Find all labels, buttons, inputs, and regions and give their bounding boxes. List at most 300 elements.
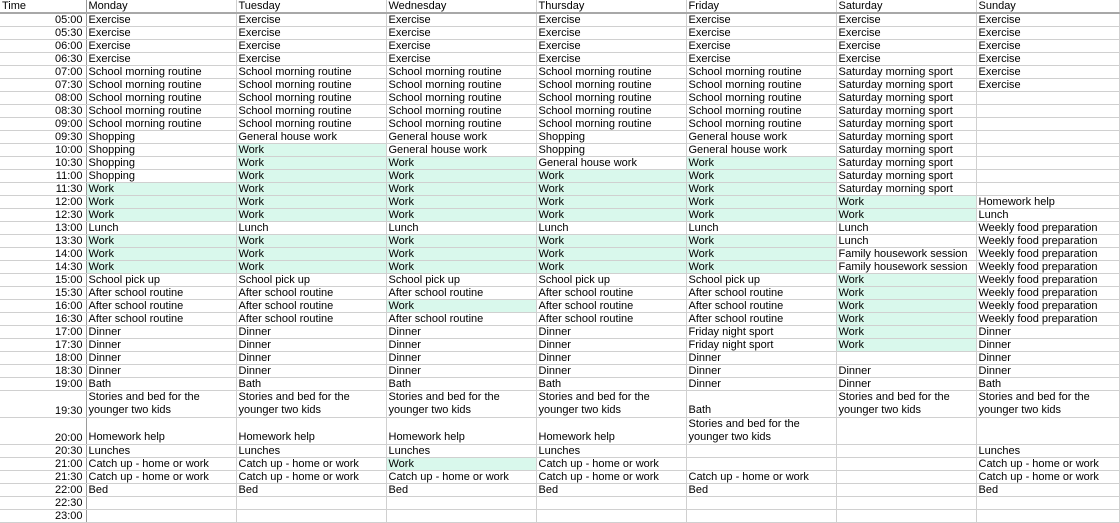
cell-monday[interactable] <box>86 300 236 313</box>
column-header-wednesday[interactable]: Wednesday <box>386 0 536 13</box>
cell-sunday[interactable] <box>976 13 1119 27</box>
cell-monday[interactable] <box>86 66 236 79</box>
cell-monday[interactable] <box>86 313 236 326</box>
time-cell[interactable]: 14:00 <box>0 248 86 261</box>
cell-friday[interactable] <box>686 313 836 326</box>
cell-saturday[interactable] <box>836 365 976 378</box>
cell-sunday[interactable] <box>976 300 1119 313</box>
time-cell[interactable]: 18:30 <box>0 365 86 378</box>
cell-tuesday[interactable] <box>236 27 386 40</box>
cell-friday[interactable] <box>686 326 836 339</box>
cell-thursday[interactable] <box>536 300 686 313</box>
cell-tuesday[interactable] <box>236 326 386 339</box>
cell-tuesday[interactable] <box>236 144 386 157</box>
time-cell[interactable]: 16:30 <box>0 313 86 326</box>
cell-wednesday[interactable] <box>386 92 536 105</box>
cell-saturday[interactable] <box>836 497 976 510</box>
cell-friday[interactable] <box>686 287 836 300</box>
time-cell[interactable]: 10:30 <box>0 157 86 170</box>
cell-sunday[interactable] <box>976 66 1119 79</box>
cell-thursday[interactable] <box>536 287 686 300</box>
cell-wednesday[interactable] <box>386 157 536 170</box>
cell-saturday[interactable] <box>836 378 976 391</box>
cell-thursday[interactable] <box>536 157 686 170</box>
cell-friday[interactable] <box>686 365 836 378</box>
cell-wednesday[interactable] <box>386 183 536 196</box>
cell-thursday[interactable] <box>536 196 686 209</box>
cell-saturday[interactable] <box>836 144 976 157</box>
cell-saturday[interactable] <box>836 170 976 183</box>
cell-tuesday[interactable] <box>236 391 386 418</box>
time-cell[interactable]: 18:00 <box>0 352 86 365</box>
cell-saturday[interactable] <box>836 118 976 131</box>
cell-sunday[interactable] <box>976 261 1119 274</box>
cell-monday[interactable] <box>86 196 236 209</box>
cell-wednesday[interactable] <box>386 445 536 458</box>
cell-monday[interactable] <box>86 222 236 235</box>
cell-tuesday[interactable] <box>236 313 386 326</box>
cell-wednesday[interactable] <box>386 170 536 183</box>
cell-sunday[interactable] <box>976 471 1119 484</box>
time-cell[interactable]: 09:30 <box>0 131 86 144</box>
cell-tuesday[interactable] <box>236 287 386 300</box>
cell-saturday[interactable] <box>836 157 976 170</box>
cell-wednesday[interactable] <box>386 418 536 445</box>
cell-saturday[interactable] <box>836 40 976 53</box>
cell-thursday[interactable] <box>536 66 686 79</box>
cell-friday[interactable] <box>686 222 836 235</box>
cell-tuesday[interactable] <box>236 497 386 510</box>
cell-sunday[interactable] <box>976 445 1119 458</box>
cell-sunday[interactable] <box>976 79 1119 92</box>
cell-monday[interactable] <box>86 105 236 118</box>
cell-wednesday[interactable] <box>386 144 536 157</box>
cell-friday[interactable] <box>686 248 836 261</box>
cell-friday[interactable] <box>686 170 836 183</box>
cell-friday[interactable] <box>686 235 836 248</box>
cell-tuesday[interactable] <box>236 157 386 170</box>
time-cell[interactable]: 20:00 <box>0 418 86 445</box>
cell-wednesday[interactable] <box>386 105 536 118</box>
column-header-time[interactable]: Time <box>0 0 86 13</box>
column-header-sunday[interactable]: Sunday <box>976 0 1119 13</box>
cell-saturday[interactable] <box>836 183 976 196</box>
cell-monday[interactable] <box>86 365 236 378</box>
cell-tuesday[interactable] <box>236 378 386 391</box>
cell-tuesday[interactable] <box>236 222 386 235</box>
time-cell[interactable]: 21:00 <box>0 458 86 471</box>
cell-saturday[interactable] <box>836 326 976 339</box>
time-cell[interactable]: 13:30 <box>0 235 86 248</box>
cell-friday[interactable] <box>686 27 836 40</box>
cell-saturday[interactable] <box>836 196 976 209</box>
cell-friday[interactable] <box>686 418 836 445</box>
cell-tuesday[interactable] <box>236 274 386 287</box>
cell-monday[interactable] <box>86 183 236 196</box>
cell-sunday[interactable] <box>976 458 1119 471</box>
cell-sunday[interactable] <box>976 209 1119 222</box>
cell-saturday[interactable] <box>836 418 976 445</box>
time-cell[interactable]: 06:00 <box>0 40 86 53</box>
cell-thursday[interactable] <box>536 222 686 235</box>
cell-friday[interactable] <box>686 458 836 471</box>
cell-saturday[interactable] <box>836 53 976 66</box>
cell-sunday[interactable] <box>976 40 1119 53</box>
cell-wednesday[interactable] <box>386 471 536 484</box>
cell-thursday[interactable] <box>536 365 686 378</box>
time-cell[interactable]: 07:00 <box>0 66 86 79</box>
cell-tuesday[interactable] <box>236 196 386 209</box>
cell-saturday[interactable] <box>836 209 976 222</box>
cell-monday[interactable] <box>86 235 236 248</box>
cell-monday[interactable] <box>86 144 236 157</box>
time-cell[interactable]: 12:00 <box>0 196 86 209</box>
time-cell[interactable]: 11:30 <box>0 183 86 196</box>
cell-saturday[interactable] <box>836 222 976 235</box>
cell-tuesday[interactable] <box>236 248 386 261</box>
cell-monday[interactable] <box>86 418 236 445</box>
cell-friday[interactable] <box>686 40 836 53</box>
cell-saturday[interactable] <box>836 274 976 287</box>
cell-wednesday[interactable] <box>386 326 536 339</box>
cell-sunday[interactable] <box>976 105 1119 118</box>
cell-saturday[interactable] <box>836 484 976 497</box>
cell-wednesday[interactable] <box>386 391 536 418</box>
cell-sunday[interactable] <box>976 157 1119 170</box>
cell-monday[interactable] <box>86 27 236 40</box>
cell-tuesday[interactable] <box>236 458 386 471</box>
cell-friday[interactable] <box>686 144 836 157</box>
cell-tuesday[interactable] <box>236 209 386 222</box>
cell-monday[interactable] <box>86 118 236 131</box>
cell-friday[interactable] <box>686 92 836 105</box>
cell-saturday[interactable] <box>836 300 976 313</box>
cell-monday[interactable] <box>86 157 236 170</box>
cell-thursday[interactable] <box>536 27 686 40</box>
cell-sunday[interactable] <box>976 484 1119 497</box>
cell-monday[interactable] <box>86 378 236 391</box>
cell-sunday[interactable] <box>976 53 1119 66</box>
cell-thursday[interactable] <box>536 105 686 118</box>
cell-monday[interactable] <box>86 40 236 53</box>
time-cell[interactable]: 07:30 <box>0 79 86 92</box>
cell-tuesday[interactable] <box>236 261 386 274</box>
cell-thursday[interactable] <box>536 274 686 287</box>
cell-thursday[interactable] <box>536 209 686 222</box>
cell-thursday[interactable] <box>536 352 686 365</box>
cell-sunday[interactable] <box>976 287 1119 300</box>
cell-friday[interactable] <box>686 352 836 365</box>
cell-monday[interactable] <box>86 326 236 339</box>
time-cell[interactable]: 17:00 <box>0 326 86 339</box>
cell-sunday[interactable] <box>976 497 1119 510</box>
cell-sunday[interactable] <box>976 131 1119 144</box>
cell-tuesday[interactable] <box>236 365 386 378</box>
cell-saturday[interactable] <box>836 313 976 326</box>
cell-monday[interactable] <box>86 458 236 471</box>
column-header-monday[interactable]: Monday <box>86 0 236 13</box>
cell-saturday[interactable] <box>836 471 976 484</box>
cell-sunday[interactable] <box>976 510 1119 523</box>
time-cell[interactable]: 12:30 <box>0 209 86 222</box>
cell-thursday[interactable] <box>536 13 686 27</box>
column-header-tuesday[interactable]: Tuesday <box>236 0 386 13</box>
cell-thursday[interactable] <box>536 248 686 261</box>
cell-saturday[interactable] <box>836 510 976 523</box>
cell-thursday[interactable] <box>536 378 686 391</box>
cell-monday[interactable] <box>86 53 236 66</box>
cell-saturday[interactable] <box>836 287 976 300</box>
cell-friday[interactable] <box>686 66 836 79</box>
cell-friday[interactable] <box>686 484 836 497</box>
cell-tuesday[interactable] <box>236 53 386 66</box>
cell-sunday[interactable] <box>976 313 1119 326</box>
cell-wednesday[interactable] <box>386 484 536 497</box>
cell-friday[interactable] <box>686 105 836 118</box>
cell-monday[interactable] <box>86 471 236 484</box>
cell-thursday[interactable] <box>536 391 686 418</box>
cell-wednesday[interactable] <box>386 248 536 261</box>
cell-monday[interactable] <box>86 352 236 365</box>
cell-sunday[interactable] <box>976 144 1119 157</box>
cell-thursday[interactable] <box>536 118 686 131</box>
time-cell[interactable]: 19:00 <box>0 378 86 391</box>
cell-tuesday[interactable] <box>236 339 386 352</box>
cell-thursday[interactable] <box>536 40 686 53</box>
time-cell[interactable]: 05:30 <box>0 27 86 40</box>
time-cell[interactable]: 08:30 <box>0 105 86 118</box>
cell-monday[interactable] <box>86 261 236 274</box>
cell-saturday[interactable] <box>836 105 976 118</box>
cell-sunday[interactable] <box>976 352 1119 365</box>
cell-saturday[interactable] <box>836 235 976 248</box>
cell-saturday[interactable] <box>836 79 976 92</box>
cell-saturday[interactable] <box>836 261 976 274</box>
cell-friday[interactable] <box>686 53 836 66</box>
cell-friday[interactable] <box>686 471 836 484</box>
cell-monday[interactable] <box>86 209 236 222</box>
cell-friday[interactable] <box>686 510 836 523</box>
cell-sunday[interactable] <box>976 418 1119 445</box>
cell-wednesday[interactable] <box>386 287 536 300</box>
cell-thursday[interactable] <box>536 458 686 471</box>
cell-friday[interactable] <box>686 339 836 352</box>
cell-thursday[interactable] <box>536 183 686 196</box>
cell-wednesday[interactable] <box>386 13 536 27</box>
cell-saturday[interactable] <box>836 92 976 105</box>
cell-wednesday[interactable] <box>386 300 536 313</box>
time-cell[interactable]: 11:00 <box>0 170 86 183</box>
cell-tuesday[interactable] <box>236 13 386 27</box>
cell-tuesday[interactable] <box>236 510 386 523</box>
cell-tuesday[interactable] <box>236 418 386 445</box>
cell-saturday[interactable] <box>836 131 976 144</box>
cell-sunday[interactable] <box>976 27 1119 40</box>
cell-sunday[interactable] <box>976 365 1119 378</box>
cell-tuesday[interactable] <box>236 183 386 196</box>
cell-wednesday[interactable] <box>386 313 536 326</box>
cell-tuesday[interactable] <box>236 352 386 365</box>
time-cell[interactable]: 15:30 <box>0 287 86 300</box>
time-cell[interactable]: 21:30 <box>0 471 86 484</box>
cell-tuesday[interactable] <box>236 79 386 92</box>
cell-tuesday[interactable] <box>236 235 386 248</box>
cell-thursday[interactable] <box>536 497 686 510</box>
cell-friday[interactable] <box>686 118 836 131</box>
cell-thursday[interactable] <box>536 261 686 274</box>
cell-wednesday[interactable] <box>386 209 536 222</box>
cell-sunday[interactable] <box>976 118 1119 131</box>
cell-wednesday[interactable] <box>386 497 536 510</box>
time-cell[interactable]: 15:00 <box>0 274 86 287</box>
cell-tuesday[interactable] <box>236 40 386 53</box>
cell-monday[interactable] <box>86 79 236 92</box>
column-header-friday[interactable]: Friday <box>686 0 836 13</box>
cell-monday[interactable] <box>86 391 236 418</box>
cell-tuesday[interactable] <box>236 118 386 131</box>
cell-wednesday[interactable] <box>386 131 536 144</box>
cell-thursday[interactable] <box>536 326 686 339</box>
time-cell[interactable]: 23:00 <box>0 510 86 523</box>
cell-friday[interactable] <box>686 196 836 209</box>
cell-saturday[interactable] <box>836 13 976 27</box>
cell-wednesday[interactable] <box>386 66 536 79</box>
cell-friday[interactable] <box>686 391 836 418</box>
cell-thursday[interactable] <box>536 339 686 352</box>
cell-tuesday[interactable] <box>236 300 386 313</box>
cell-thursday[interactable] <box>536 445 686 458</box>
cell-friday[interactable] <box>686 79 836 92</box>
cell-friday[interactable] <box>686 131 836 144</box>
time-cell[interactable]: 22:00 <box>0 484 86 497</box>
cell-monday[interactable] <box>86 170 236 183</box>
cell-thursday[interactable] <box>536 92 686 105</box>
cell-wednesday[interactable] <box>386 458 536 471</box>
cell-sunday[interactable] <box>976 248 1119 261</box>
cell-wednesday[interactable] <box>386 365 536 378</box>
cell-wednesday[interactable] <box>386 196 536 209</box>
cell-saturday[interactable] <box>836 66 976 79</box>
cell-thursday[interactable] <box>536 235 686 248</box>
column-header-saturday[interactable]: Saturday <box>836 0 976 13</box>
cell-tuesday[interactable] <box>236 170 386 183</box>
cell-sunday[interactable] <box>976 391 1119 418</box>
cell-sunday[interactable] <box>976 378 1119 391</box>
time-cell[interactable]: 09:00 <box>0 118 86 131</box>
cell-wednesday[interactable] <box>386 510 536 523</box>
cell-friday[interactable] <box>686 261 836 274</box>
cell-saturday[interactable] <box>836 248 976 261</box>
cell-monday[interactable] <box>86 131 236 144</box>
cell-thursday[interactable] <box>536 418 686 445</box>
cell-monday[interactable] <box>86 13 236 27</box>
cell-monday[interactable] <box>86 287 236 300</box>
cell-sunday[interactable] <box>976 170 1119 183</box>
cell-tuesday[interactable] <box>236 92 386 105</box>
cell-friday[interactable] <box>686 183 836 196</box>
cell-friday[interactable] <box>686 13 836 27</box>
time-cell[interactable]: 20:30 <box>0 445 86 458</box>
cell-thursday[interactable] <box>536 484 686 497</box>
cell-monday[interactable] <box>86 510 236 523</box>
cell-wednesday[interactable] <box>386 53 536 66</box>
cell-friday[interactable] <box>686 445 836 458</box>
cell-tuesday[interactable] <box>236 445 386 458</box>
time-cell[interactable]: 05:00 <box>0 13 86 27</box>
time-cell[interactable]: 08:00 <box>0 92 86 105</box>
cell-monday[interactable] <box>86 248 236 261</box>
cell-thursday[interactable] <box>536 313 686 326</box>
cell-wednesday[interactable] <box>386 27 536 40</box>
cell-thursday[interactable] <box>536 170 686 183</box>
time-cell[interactable]: 14:30 <box>0 261 86 274</box>
cell-monday[interactable] <box>86 274 236 287</box>
cell-thursday[interactable] <box>536 144 686 157</box>
cell-monday[interactable] <box>86 445 236 458</box>
cell-sunday[interactable] <box>976 274 1119 287</box>
cell-saturday[interactable] <box>836 391 976 418</box>
time-cell[interactable]: 22:30 <box>0 497 86 510</box>
cell-thursday[interactable] <box>536 471 686 484</box>
cell-sunday[interactable] <box>976 339 1119 352</box>
cell-friday[interactable] <box>686 157 836 170</box>
cell-wednesday[interactable] <box>386 222 536 235</box>
cell-wednesday[interactable] <box>386 352 536 365</box>
time-cell[interactable]: 06:30 <box>0 53 86 66</box>
cell-thursday[interactable] <box>536 131 686 144</box>
time-cell[interactable]: 17:30 <box>0 339 86 352</box>
cell-sunday[interactable] <box>976 222 1119 235</box>
cell-friday[interactable] <box>686 497 836 510</box>
column-header-thursday[interactable]: Thursday <box>536 0 686 13</box>
cell-tuesday[interactable] <box>236 66 386 79</box>
time-cell[interactable]: 13:00 <box>0 222 86 235</box>
cell-tuesday[interactable] <box>236 471 386 484</box>
cell-tuesday[interactable] <box>236 131 386 144</box>
cell-monday[interactable] <box>86 339 236 352</box>
cell-wednesday[interactable] <box>386 261 536 274</box>
cell-saturday[interactable] <box>836 458 976 471</box>
cell-sunday[interactable] <box>976 326 1119 339</box>
time-cell[interactable]: 16:00 <box>0 300 86 313</box>
cell-wednesday[interactable] <box>386 378 536 391</box>
cell-sunday[interactable] <box>976 183 1119 196</box>
cell-monday[interactable] <box>86 497 236 510</box>
cell-saturday[interactable] <box>836 27 976 40</box>
cell-monday[interactable] <box>86 484 236 497</box>
cell-tuesday[interactable] <box>236 105 386 118</box>
cell-monday[interactable] <box>86 92 236 105</box>
cell-saturday[interactable] <box>836 352 976 365</box>
cell-saturday[interactable] <box>836 339 976 352</box>
time-cell[interactable]: 19:30 <box>0 391 86 418</box>
cell-friday[interactable] <box>686 378 836 391</box>
cell-tuesday[interactable] <box>236 484 386 497</box>
cell-sunday[interactable] <box>976 235 1119 248</box>
cell-sunday[interactable] <box>976 92 1119 105</box>
cell-friday[interactable] <box>686 300 836 313</box>
time-cell[interactable]: 10:00 <box>0 144 86 157</box>
cell-sunday[interactable] <box>976 196 1119 209</box>
cell-wednesday[interactable] <box>386 339 536 352</box>
cell-wednesday[interactable] <box>386 235 536 248</box>
cell-wednesday[interactable] <box>386 40 536 53</box>
cell-thursday[interactable] <box>536 510 686 523</box>
cell-wednesday[interactable] <box>386 79 536 92</box>
cell-friday[interactable] <box>686 274 836 287</box>
cell-wednesday[interactable] <box>386 118 536 131</box>
cell-friday[interactable] <box>686 209 836 222</box>
